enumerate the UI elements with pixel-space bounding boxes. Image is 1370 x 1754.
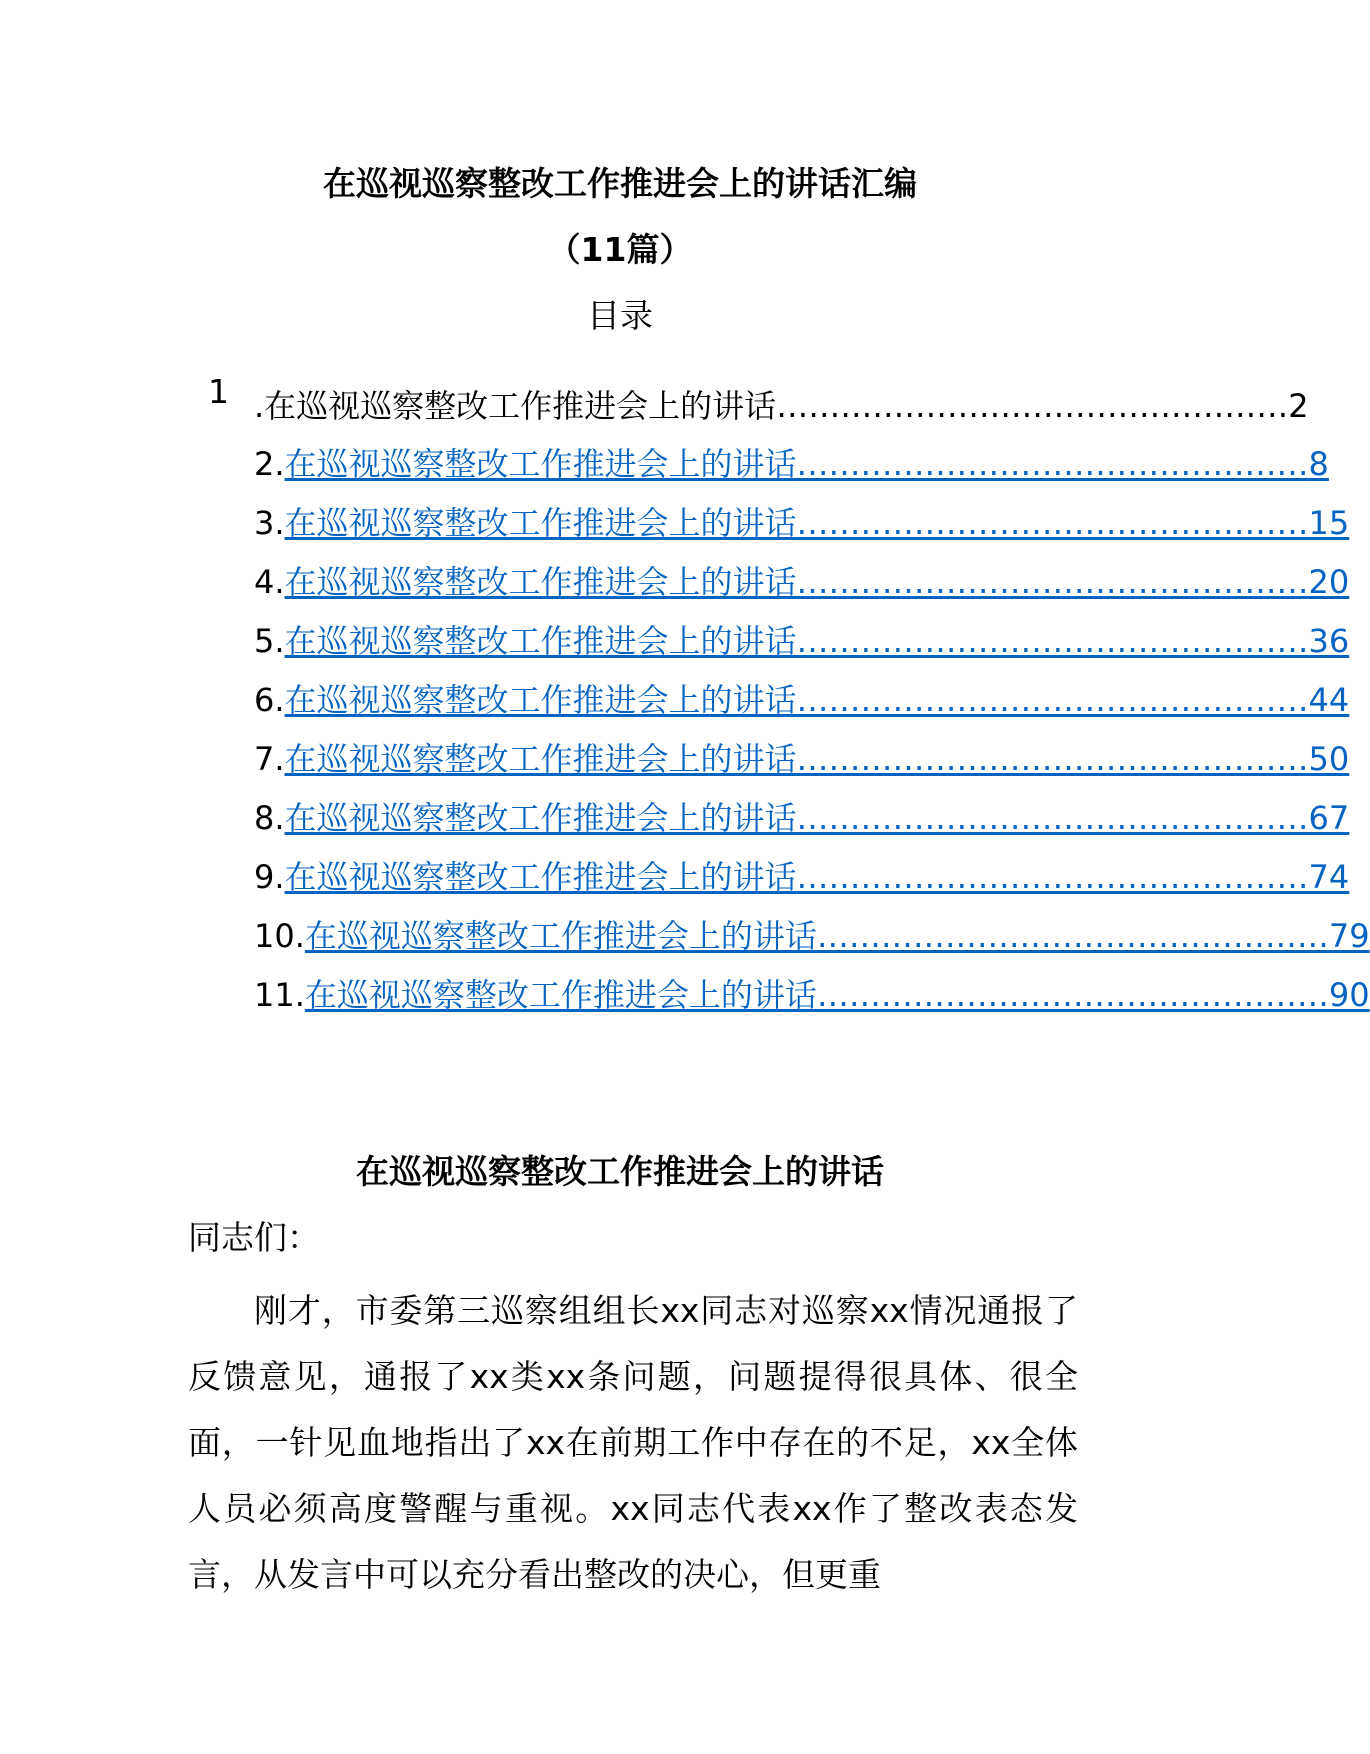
toc-item-10[interactable] xyxy=(254,916,1370,956)
toc-leader-dots: ………………………………………… xyxy=(816,917,1329,955)
toc-leader-dots: ………………………………………… xyxy=(796,799,1309,837)
section-title: 在巡视巡察整改工作推进会上的讲话 xyxy=(356,1152,884,1191)
toc-page-number: 90 xyxy=(1328,976,1370,1014)
toc-item-title: 在巡视巡察整改工作推进会上的讲话 xyxy=(284,445,797,483)
toc-page-number: 79 xyxy=(1328,917,1370,955)
body-paragraph: 刚才，市委第三巡察组组长xx同志对巡察xx情况通报了反馈意见，通报了xx类xx条问题，问题提得很具体、很全面，一针见血地指出了xx在前期工作中存在的不足，xx全体人员必须高度警醒与重视。xx同志代表xx作了整改表态发言，从发言中可以充分看出整改的决心，但更重 xyxy=(188,1291,1078,1594)
toc-item-5[interactable] xyxy=(254,621,1350,661)
toc-item-3[interactable] xyxy=(254,503,1350,543)
toc-item-title: 在巡视巡察整改工作推进会上的讲话 xyxy=(284,622,797,660)
toc-page-number: 20 xyxy=(1308,563,1350,601)
toc-leader-dots: ………………………………………… xyxy=(816,976,1329,1014)
toc-page-number: 74 xyxy=(1308,858,1350,896)
toc-item-title: 在巡视巡察整改工作推进会上的讲话 xyxy=(284,799,797,837)
toc-item-link[interactable] xyxy=(285,562,1350,602)
toc-item-1-number: 1 xyxy=(208,372,229,411)
toc-item-link[interactable] xyxy=(305,916,1370,956)
toc-item-7[interactable] xyxy=(254,739,1350,779)
toc-page-number: 50 xyxy=(1308,740,1350,778)
toc-item-8[interactable] xyxy=(254,798,1350,838)
toc-item-title: .在巡视巡察整改工作推进会上的讲话 xyxy=(254,387,777,425)
toc-leader-dots: ………………………………………… xyxy=(796,563,1309,601)
toc-item-link[interactable] xyxy=(285,798,1350,838)
toc-item-number: 11. xyxy=(254,976,305,1014)
toc-leader-dots: ………………………………………… xyxy=(796,681,1309,719)
toc-item-4[interactable] xyxy=(254,562,1350,602)
toc-heading: 目录 xyxy=(587,296,653,335)
toc-page-number: 67 xyxy=(1308,799,1350,837)
toc-item-number: 5. xyxy=(254,622,285,660)
toc-item-number: 9. xyxy=(254,858,285,896)
toc-leader-dots: ………………………………………… xyxy=(776,387,1289,425)
toc-leader-dots: ………………………………………… xyxy=(796,858,1309,896)
toc-item-1[interactable] xyxy=(254,386,1309,426)
toc-item-9[interactable] xyxy=(254,857,1350,897)
toc-item-title: 在巡视巡察整改工作推进会上的讲话 xyxy=(284,504,797,542)
toc-item-title: 在巡视巡察整改工作推进会上的讲话 xyxy=(284,563,797,601)
toc-item-number: 4. xyxy=(254,563,285,601)
toc-item-number: 7. xyxy=(254,740,285,778)
toc-item-number: 8. xyxy=(254,799,285,837)
salutation: 同志们： xyxy=(188,1218,320,1257)
toc-item-link[interactable] xyxy=(285,857,1350,897)
toc-item-11[interactable] xyxy=(254,975,1370,1015)
toc-item-number: 6. xyxy=(254,681,285,719)
toc-item-title: 在巡视巡察整改工作推进会上的讲话 xyxy=(304,976,817,1014)
toc-item-title: 在巡视巡察整改工作推进会上的讲话 xyxy=(284,681,797,719)
toc-item-link[interactable] xyxy=(285,680,1350,720)
toc-item-link[interactable] xyxy=(305,975,1370,1015)
toc-item-link[interactable] xyxy=(285,444,1329,484)
toc-item-link[interactable] xyxy=(254,386,1309,426)
toc-item-title: 在巡视巡察整改工作推进会上的讲话 xyxy=(284,740,797,778)
toc-page-number: 15 xyxy=(1308,504,1350,542)
document-title: 在巡视巡察整改工作推进会上的讲话汇编 xyxy=(323,164,917,203)
toc-leader-dots: ………………………………………… xyxy=(796,740,1309,778)
toc-leader-dots: ………………………………………… xyxy=(796,622,1309,660)
toc-item-6[interactable] xyxy=(254,680,1350,720)
toc-item-link[interactable] xyxy=(285,739,1350,779)
toc-item-number: 10. xyxy=(254,917,305,955)
toc-page-number: 2 xyxy=(1288,387,1309,425)
toc-item-2[interactable] xyxy=(254,444,1329,484)
toc-leader-dots: ………………………………………… xyxy=(796,504,1309,542)
toc-page-number: 8 xyxy=(1308,445,1329,483)
toc-page-number: 44 xyxy=(1308,681,1350,719)
toc-item-link[interactable] xyxy=(285,621,1350,661)
toc-item-number: 3. xyxy=(254,504,285,542)
toc-page-number: 36 xyxy=(1308,622,1350,660)
document-subtitle-count: （11篇） xyxy=(547,230,693,269)
toc-item-title: 在巡视巡察整改工作推进会上的讲话 xyxy=(284,858,797,896)
toc-leader-dots: ………………………………………… xyxy=(796,445,1309,483)
toc-item-number: 2. xyxy=(254,445,285,483)
toc-item-link[interactable] xyxy=(285,503,1350,543)
toc-item-title: 在巡视巡察整改工作推进会上的讲话 xyxy=(304,917,817,955)
